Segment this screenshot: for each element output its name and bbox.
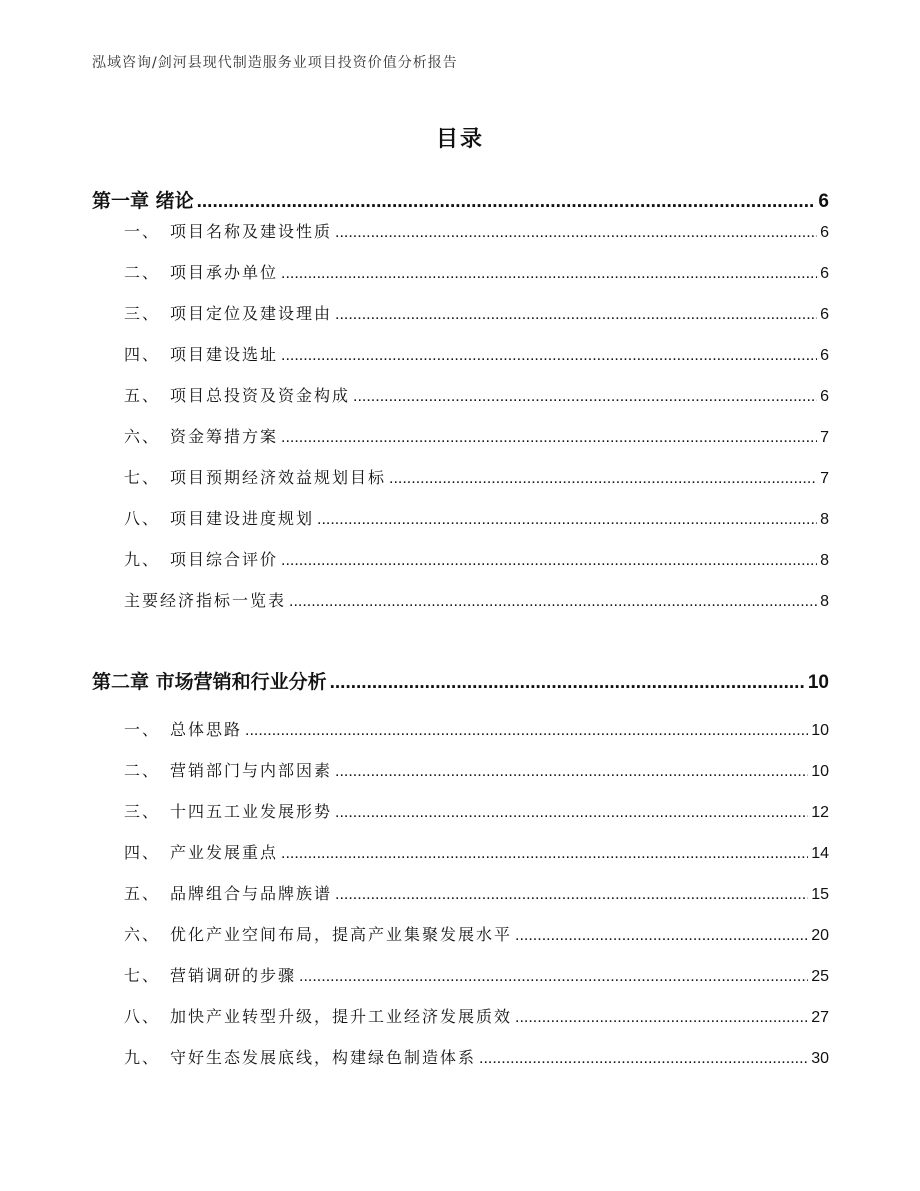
section-title: 总体思路 <box>170 720 243 739</box>
dot-leader <box>299 968 808 986</box>
toc-section-entry[interactable] <box>124 799 829 822</box>
section-number: 六、 <box>124 925 161 944</box>
dot-leader <box>281 552 817 570</box>
section-title: 项目综合评价 <box>170 550 279 569</box>
page-number: 8 <box>820 511 829 528</box>
section-title: 主要经济指标一览表 <box>124 591 287 610</box>
dot-leader <box>317 511 817 529</box>
dot-leader <box>330 672 805 694</box>
section-title: 项目建设选址 <box>170 345 279 364</box>
toc-section-entry[interactable] <box>124 963 829 986</box>
section-title: 品牌组合与品牌族谱 <box>170 884 333 903</box>
page-number: 12 <box>811 804 829 821</box>
page-number: 6 <box>820 224 829 241</box>
dot-leader <box>515 1009 808 1027</box>
section-title: 项目承办单位 <box>170 263 279 282</box>
dot-leader <box>353 388 817 406</box>
section-title: 十四五工业发展形势 <box>170 802 333 821</box>
page-number: 7 <box>820 429 829 446</box>
toc-section-entry[interactable] <box>124 547 829 570</box>
page-number: 14 <box>811 845 829 862</box>
section-title: 守好生态发展底线，构建绿色制造体系 <box>170 1048 477 1067</box>
page-number: 6 <box>820 265 829 282</box>
toc-section-entry[interactable] <box>124 1045 829 1068</box>
section-number: 五、 <box>124 386 161 405</box>
section-title: 营销部门与内部因素 <box>170 761 333 780</box>
section-title: 资金筹措方案 <box>170 427 279 446</box>
section-number: 六、 <box>124 427 161 446</box>
section-title: 项目定位及建设理由 <box>170 304 333 323</box>
toc-section-entry[interactable] <box>124 840 829 863</box>
section-title: 加快产业转型升级，提升工业经济发展质效 <box>170 1007 513 1026</box>
toc-section-entry[interactable] <box>124 301 829 324</box>
toc-section-entry[interactable] <box>124 383 829 406</box>
page-header: 泓域咨询/剑河县现代制造服务业项目投资价值分析报告 <box>92 55 458 71</box>
toc-section-entry[interactable] <box>124 342 829 365</box>
toc-title: 目录 <box>435 127 484 152</box>
page-number: 6 <box>820 306 829 323</box>
section-number: 一、 <box>124 720 161 739</box>
toc-chapter-entry[interactable] <box>92 186 829 213</box>
dot-leader <box>335 306 817 324</box>
section-number: 四、 <box>124 345 161 364</box>
section-number: 九、 <box>124 550 161 569</box>
section-title: 项目预期经济效益规划目标 <box>170 468 387 487</box>
dot-leader <box>281 265 817 283</box>
section-number: 八、 <box>124 1007 161 1026</box>
dot-leader <box>281 429 817 447</box>
dot-leader <box>335 804 808 822</box>
page-number: 10 <box>807 672 829 693</box>
chapter-title: 第一章 绪论 <box>92 190 194 212</box>
page-number: 27 <box>811 1009 829 1026</box>
toc-section-entry[interactable] <box>124 465 829 488</box>
page-number: 8 <box>820 552 829 569</box>
toc-section-entry[interactable] <box>124 717 829 740</box>
toc-section-entry[interactable] <box>124 260 829 283</box>
page-number: 6 <box>818 191 829 212</box>
toc-section-entry[interactable] <box>124 758 829 781</box>
dot-leader <box>335 224 817 242</box>
dot-leader <box>289 593 817 611</box>
page-number: 25 <box>811 968 829 985</box>
dot-leader <box>281 347 817 365</box>
section-number: 七、 <box>124 468 161 487</box>
toc-section-entry[interactable] <box>124 424 829 447</box>
section-number: 三、 <box>124 304 161 323</box>
section-title: 优化产业空间布局，提高产业集聚发展水平 <box>170 925 513 944</box>
page-number: 8 <box>820 593 829 610</box>
toc-section-entry[interactable] <box>124 588 829 611</box>
section-number: 二、 <box>124 263 161 282</box>
dot-leader <box>245 722 808 740</box>
section-number: 七、 <box>124 966 161 985</box>
dot-leader <box>389 470 817 488</box>
section-number: 三、 <box>124 802 161 821</box>
section-title: 产业发展重点 <box>170 843 279 862</box>
page-number: 10 <box>811 722 829 739</box>
section-number: 九、 <box>124 1048 161 1067</box>
dot-leader <box>197 191 816 213</box>
section-title: 营销调研的步骤 <box>170 966 297 985</box>
section-number: 一、 <box>124 222 161 241</box>
page-number: 6 <box>820 347 829 364</box>
section-number: 二、 <box>124 761 161 780</box>
section-title: 项目建设进度规划 <box>170 509 315 528</box>
section-title: 项目名称及建设性质 <box>170 222 333 241</box>
page-number: 7 <box>820 470 829 487</box>
section-number: 八、 <box>124 509 161 528</box>
dot-leader <box>479 1050 808 1068</box>
section-title: 项目总投资及资金构成 <box>170 386 351 405</box>
toc-section-entry[interactable] <box>124 506 829 529</box>
page-number: 30 <box>811 1050 829 1067</box>
page-number: 20 <box>811 927 829 944</box>
toc-section-entry[interactable] <box>124 922 829 945</box>
page-number: 10 <box>811 763 829 780</box>
dot-leader <box>335 886 808 904</box>
section-number: 五、 <box>124 884 161 903</box>
page-number: 6 <box>820 388 829 405</box>
toc-section-entry[interactable] <box>124 881 829 904</box>
toc-section-entry[interactable] <box>124 1004 829 1027</box>
page-number: 15 <box>811 886 829 903</box>
section-number: 四、 <box>124 843 161 862</box>
chapter-title: 第二章 市场营销和行业分析 <box>92 671 327 693</box>
dot-leader <box>281 845 808 863</box>
dot-leader <box>335 763 808 781</box>
toc-section-entry[interactable] <box>124 219 829 242</box>
dot-leader <box>515 927 808 945</box>
toc-chapter-entry[interactable] <box>92 667 829 694</box>
